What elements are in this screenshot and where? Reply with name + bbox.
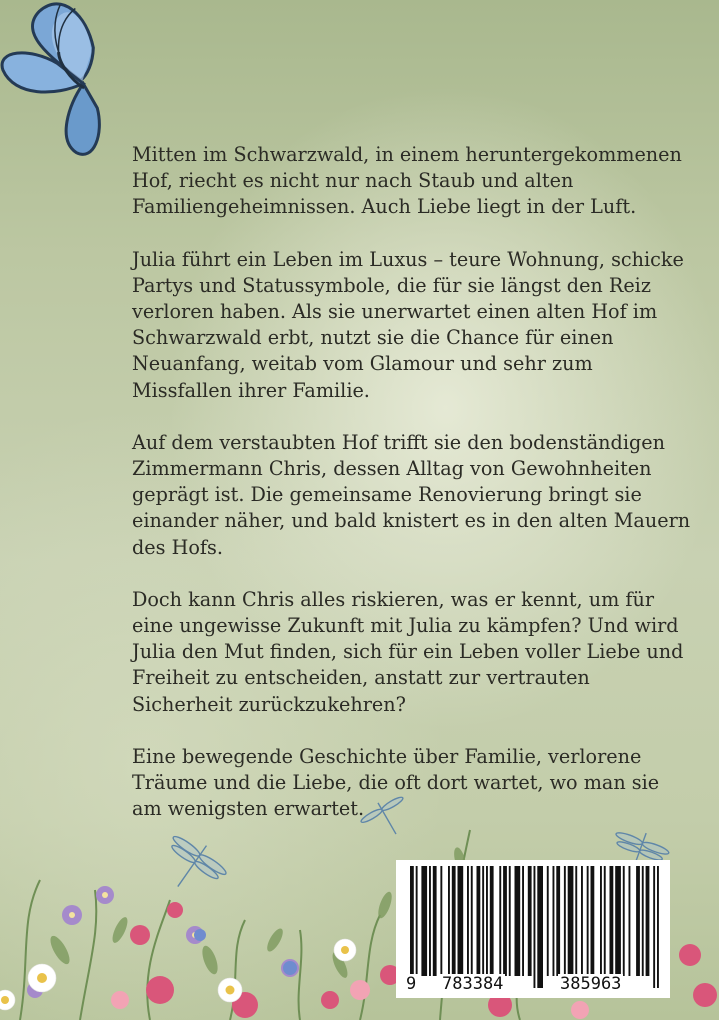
barcode-bar [581,866,583,976]
blurb-paragraph-1: Mitten im Schwarzwald, in einem heruntergekommenen Hof, riecht es nicht nur nach Staub und alten Familiengeheimnissen. Auch Liebe liegt in der Luft. [132,143,682,219]
blurb-paragraph-2: Julia führt ein Leben im Luxus – teure Wohnung, schicke Partys und Statussymbole, die für sie längst den Reiz verloren haben. Als sie unerwartet einen alten Hof im Schwarzwald erbt, nutzt sie die Chance für einen Neuanfang, weitab vom Glamour und sehr zum Missfallen ihrer Familie. [132,247,684,402]
barcode-bar [610,866,614,976]
barcode-bar [534,866,536,988]
barcode-bar [615,866,621,976]
barcode-digits [396,974,670,996]
barcode-bar [587,866,589,976]
barcode-bar [646,866,650,976]
barcode-bar [515,866,521,976]
blurb-paragraph-3: Auf dem verstaubten Hof trifft sie den bodenständigen Zimmermann Chris, dessen Alltag von Gewohnheiten geprägt ist. Die gemeinsame Renovierung bringt sie einander näher, und bald knistert es in den alten Mauern des Hofs. [132,430,691,559]
barcode-bar [604,866,606,976]
barcode-bar [416,866,418,988]
barcode-bar [433,866,437,976]
barcode-bar [467,866,469,976]
barcode-bar [421,866,427,976]
barcode-group-2: 385963 [560,974,622,994]
barcode-bar [556,866,560,976]
barcode-bar [452,866,456,976]
barcode-bar [528,866,532,976]
barcode-bar [568,866,574,976]
barcode-bar [509,866,511,976]
barcode-bar [564,866,566,976]
barcode-bar [477,866,481,976]
blurb-paragraph-5: Eine bewegende Geschichte über Familie, verlorene Träume und die Liebe, die oft dort wartet, wo man sie am wenigsten erwartet. [132,744,660,821]
barcode-bar [429,866,431,976]
barcode-bar [471,866,473,976]
barcode-bar [623,866,625,976]
barcode-bar [486,866,488,976]
barcode-bar [458,866,464,976]
barcode-bar [629,866,631,976]
barcode-bar [636,866,640,976]
barcode-bar [537,866,543,988]
barcode-bar [448,866,450,976]
barcode-bar [553,866,555,976]
barcode-bar [482,866,484,976]
barcode-lead-digit: 9 [406,974,417,994]
barcode-bar [440,866,442,976]
barcode-bar [490,866,494,976]
blurb-paragraph-4: Doch kann Chris alles riskieren, was er kennt, um für eine ungewisse Zukunft mit Julia zu kämpfen? Und wird Julia den Mut finden, sich für ein Leben voller Liebe und Freiheit zu entscheiden, anstatt zur vertrauten Sicherheit zurückzukehren? [132,587,684,716]
barcode-bar [653,866,655,988]
barcode-bar [503,866,507,976]
barcode-bar [410,866,414,988]
barcode-bar [575,866,577,976]
barcode-bar [600,866,602,976]
barcode-group-1: 783384 [442,974,504,994]
isbn-barcode [396,860,670,998]
barcode-bar [591,866,595,976]
barcode-bar [499,866,501,976]
barcode-bar [657,866,659,988]
barcode-bar [547,866,549,976]
barcode-bar [522,866,524,976]
barcode-bar [642,866,644,976]
